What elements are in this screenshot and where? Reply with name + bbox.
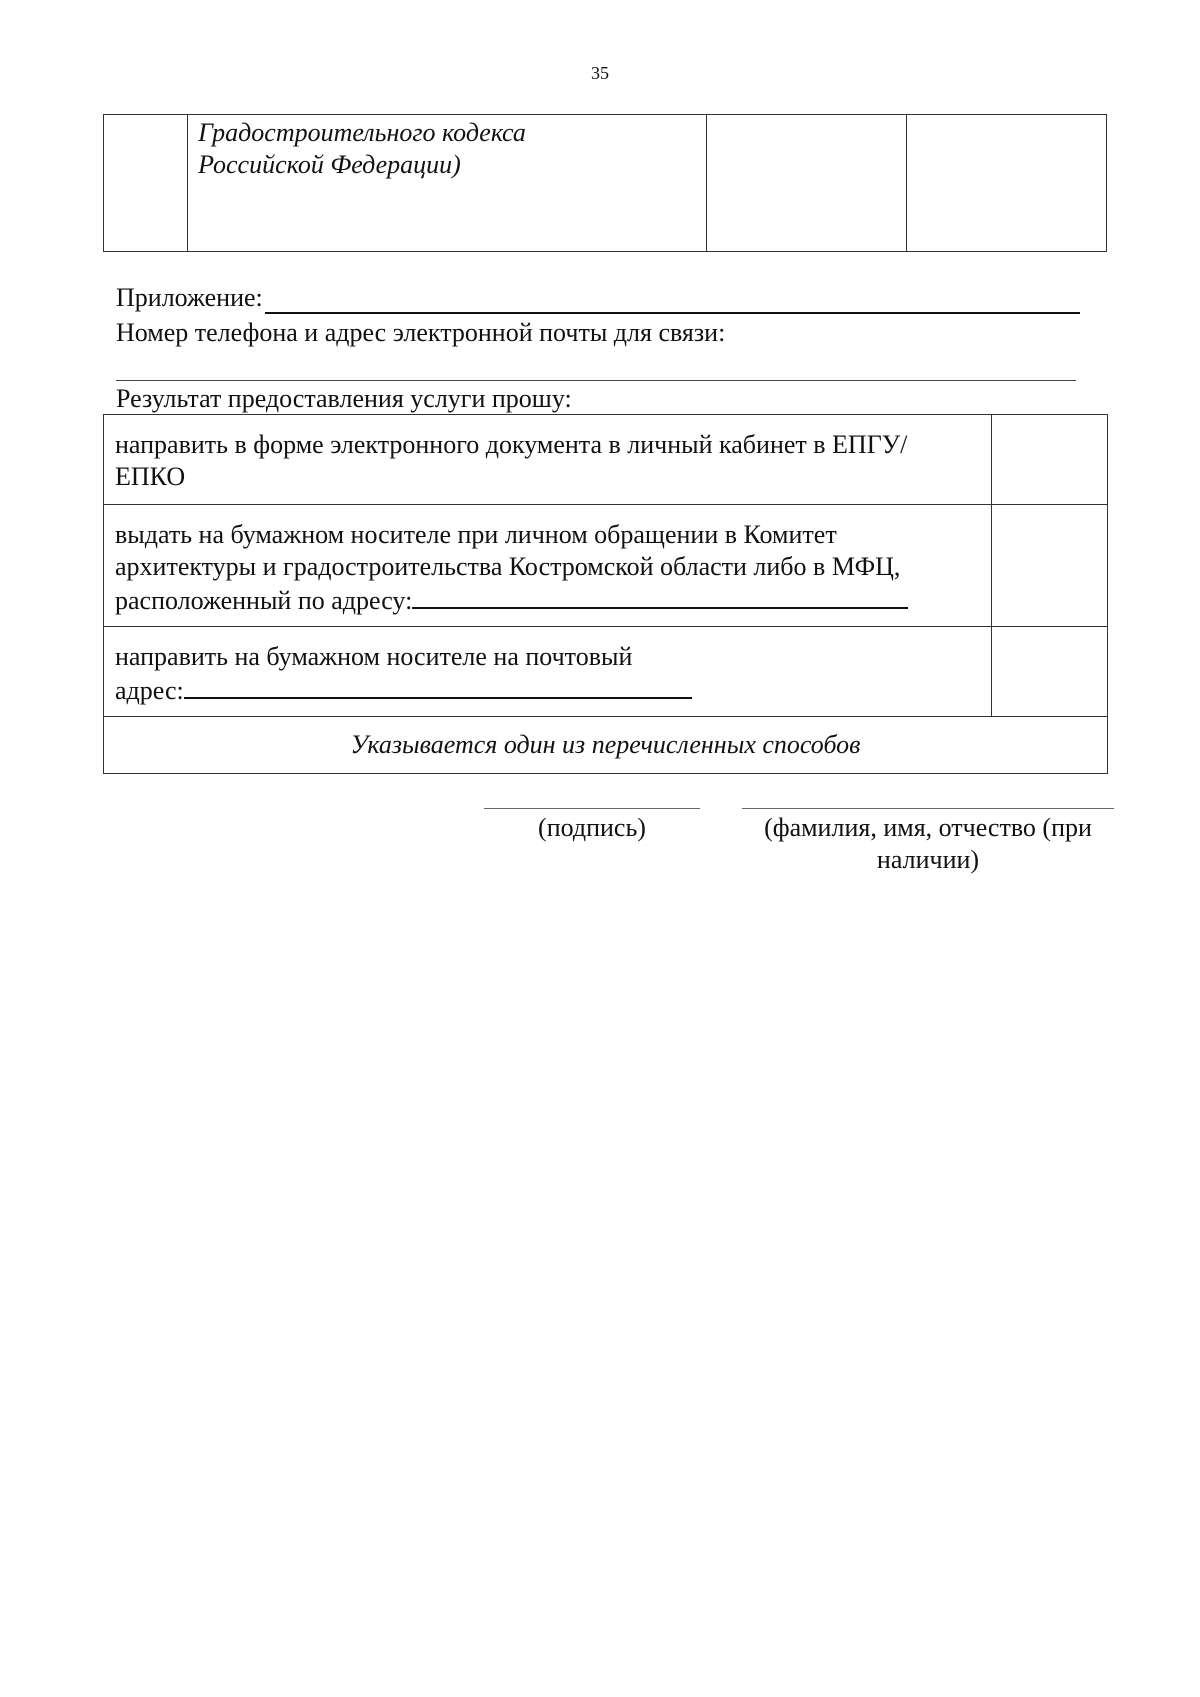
address-blank-line[interactable] — [412, 583, 908, 609]
appendix-field — [116, 282, 1080, 314]
appendix-blank-line[interactable] — [265, 286, 1080, 314]
postal-address-label: адрес: — [115, 676, 184, 705]
option-paper-by-mail-checkbox[interactable] — [992, 627, 1108, 717]
continuation-table — [103, 114, 1107, 252]
table-row — [104, 505, 1108, 627]
address-label: расположенный по адресу: — [115, 586, 413, 615]
signature-caption: (подпись) — [538, 813, 646, 842]
table-cell-description — [188, 115, 707, 252]
option-paper-in-person — [104, 505, 992, 627]
option-text-line: архитектуры и градостроительства Костромской области либо в МФЦ, — [115, 552, 901, 581]
contact-label: Номер телефона и адрес электронной почты для связи: — [116, 318, 726, 347]
full-name-caption-line: (фамилия, имя, отчество (при — [764, 813, 1092, 842]
option-paper-by-mail — [104, 627, 992, 717]
table-row — [104, 717, 1108, 774]
page-number: 35 — [591, 63, 609, 83]
full-name-line[interactable] — [742, 808, 1114, 809]
table-cell-number — [104, 115, 188, 252]
option-text-line — [115, 583, 981, 617]
selection-note: Указывается один из перечисленных способов — [104, 717, 1108, 774]
description-line: Градостроительного кодекса — [198, 118, 526, 147]
result-label: Результат предоставления услуги прошу: — [116, 384, 572, 413]
table-cell-blank — [906, 115, 1106, 252]
contact-blank-line[interactable] — [116, 380, 1076, 381]
option-electronic-checkbox[interactable] — [992, 415, 1108, 505]
option-text-line: направить на бумажном носителе на почтовый — [115, 642, 633, 671]
table-row — [104, 115, 1107, 252]
option-text-line: направить в форме электронного документа в личный кабинет в ЕПГУ/ — [115, 430, 908, 459]
signature-line[interactable] — [484, 808, 700, 809]
table-cell-blank — [706, 115, 906, 252]
table-row — [104, 415, 1108, 505]
option-electronic — [104, 415, 992, 505]
appendix-label: Приложение: — [116, 283, 263, 312]
postal-address-blank-line[interactable] — [184, 673, 692, 699]
option-text-line — [115, 673, 981, 707]
full-name-caption — [742, 812, 1114, 876]
option-text-line: выдать на бумажном носителе при личном обращении в Комитет — [115, 520, 837, 549]
table-row — [104, 627, 1108, 717]
description-line: Российской Федерации) — [198, 150, 461, 179]
option-paper-in-person-checkbox[interactable] — [992, 505, 1108, 627]
full-name-caption-line: наличии) — [876, 845, 980, 874]
result-options-table — [103, 414, 1108, 774]
option-text-line: ЕПКО — [115, 462, 186, 491]
